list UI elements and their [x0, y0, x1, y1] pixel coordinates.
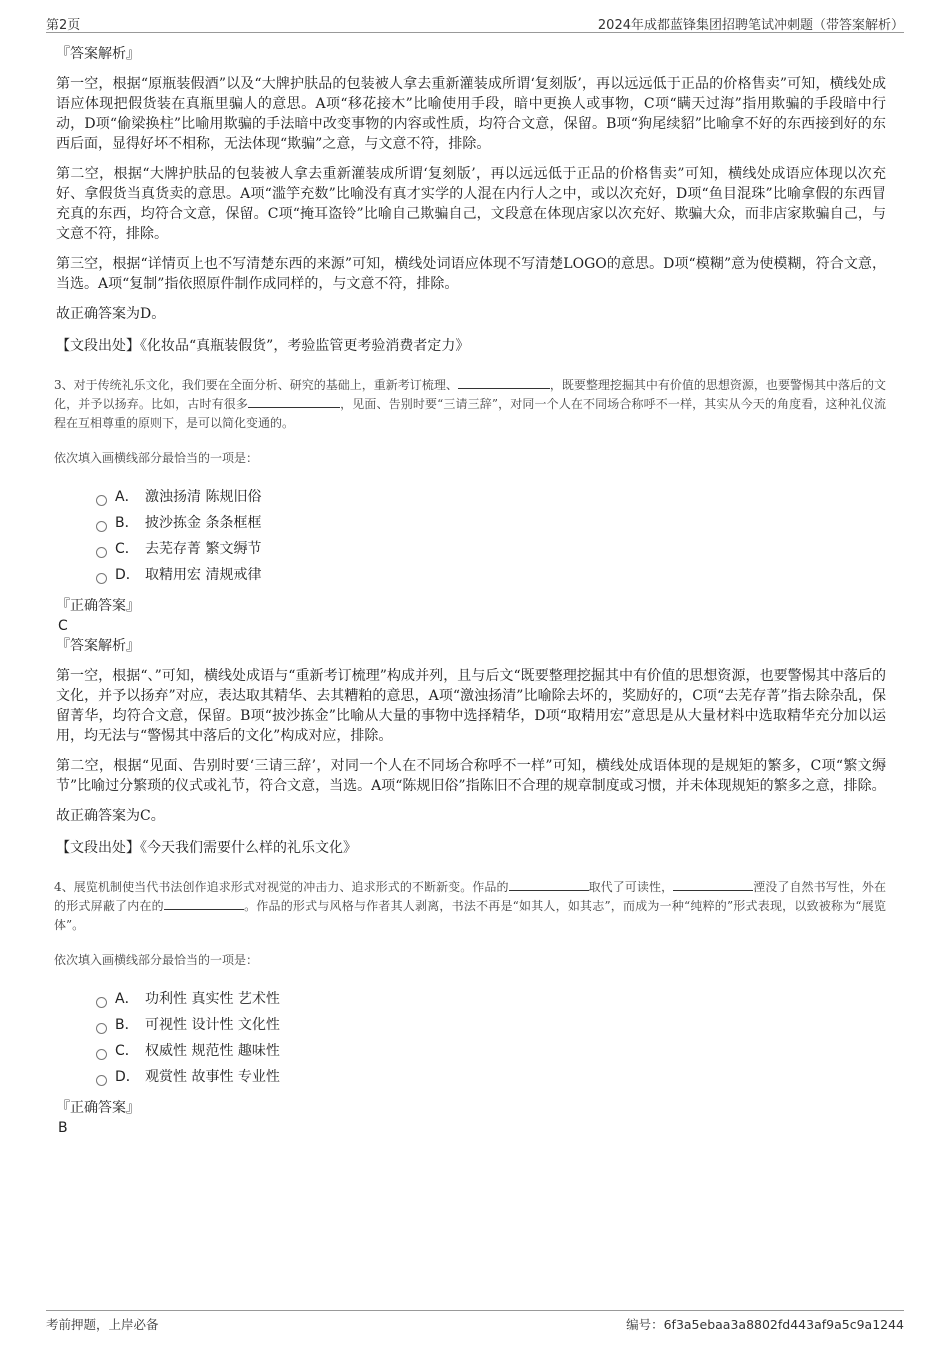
radio-icon[interactable] [96, 1075, 107, 1086]
page-content [46, 44, 896, 1138]
question-3-stem [54, 376, 886, 433]
correct-answer-tag: 『正确答案』 [56, 598, 140, 614]
question-prompt: 依次填入画横线部分最恰当的一项是： [54, 451, 259, 465]
analysis-paragraph: 第二空，根据“大牌护肤品的包装被人拿去重新灌装成所谓‘复刻版’，再以远远低于正品的价格售卖”可知，横线处成语应体现以次充好、拿假货当真货卖的意思。A项“滥竽充数”比喻没有真才实学的人混在内行人之中，或以次充好，D项“鱼目混珠”比喻拿假的东西冒充真的东西，均符合文意，保留。C项“掩耳盗铃”比喻自己欺骗自己，文段意在体现店家以次充好、欺骗大众，而非店家欺骗自己，与文意不符，排除。 [56, 166, 886, 242]
radio-icon[interactable] [96, 997, 107, 1008]
radio-icon[interactable] [96, 573, 107, 584]
fill-blank [509, 878, 589, 891]
stem-text: ，见面、告别时要“三请三辞”，对同一个人在不同场合称呼不一样，其实从今天的角度看，这种礼仪流程在互相尊重的原则下，是可以简化变通的。 [54, 397, 886, 430]
footer-slogan: 考前押题，上岸必备 [46, 1317, 159, 1332]
source-citation: 【文段出处】《化妆品“真瓶装假货”，考验监管更考验消费者定力》 [56, 338, 470, 354]
question-prompt: 依次填入画横线部分最恰当的一项是： [54, 953, 259, 967]
question-4-stem [54, 878, 886, 935]
option-d[interactable]: D． 观赏性 故事性 专业性 [96, 1064, 896, 1090]
options-list [96, 484, 896, 588]
stem-text: ，既要整理挖掘其中有价值的思想资源，也要警惕其中落后的文化，并予以扬弃。比如，古时有很多 [54, 378, 886, 411]
option-d[interactable]: D． 取精用宏 清规戒律 [96, 562, 896, 588]
option-b[interactable]: B． 可视性 设计性 文化性 [96, 1012, 896, 1038]
page-number: 第2页 [46, 18, 81, 33]
stem-text: 3、对于传统礼乐文化，我们要在全面分析、研究的基础上，重新考订梳理、 [54, 378, 458, 392]
page-header [46, 12, 904, 33]
radio-icon[interactable] [96, 547, 107, 558]
stem-text: 4、展览机制使当代书法创作追求形式对视觉的冲击力、追求形式的不断新变。作品的 [54, 880, 509, 894]
correct-answer-tag: 『正确答案』 [56, 1100, 140, 1116]
fill-blank [248, 395, 340, 408]
radio-icon[interactable] [96, 521, 107, 532]
option-b[interactable]: B． 披沙拣金 条条框框 [96, 510, 896, 536]
correct-answer: C [58, 618, 68, 634]
analysis-paragraph: 第一空，根据“、”可知，横线处成语与“重新考订梳理”构成并列，且与后文“既要整理挖掘其中有价值的思想资源，也要警惕其中落后的文化，并予以扬弃”对应，表达取其精华、去其糟粕的意思，A项“激浊扬清”比喻除去坏的，奖励好的，C项“去芜存菁”指去除杂乱，保留菁华，均符合文意，保留。B项“披沙拣金”比喻从大量的事物中选择精华，D项“取精用宏”意思是从大量材料中选取精华充分加以运用，均无法与“警惕其中落后的文化”构成对应，排除。 [56, 668, 886, 744]
radio-icon[interactable] [96, 495, 107, 506]
page-footer [46, 1310, 904, 1332]
stem-text: 取代了可读性， [588, 880, 674, 894]
correct-answer: B [58, 1120, 68, 1136]
analysis-tag: 『答案解析』 [56, 46, 140, 62]
analysis-paragraph: 第一空，根据“原瓶装假酒”以及“大牌护肤品的包装被人拿去重新灌装成所谓‘复刻版’，再以远远低于正品的价格售卖”可知，横线处成语应体现把假货装在真瓶里骗人的意思。A项“移花接木”比喻使用手段，暗中更换人或事物，C项“瞒天过海”指用欺骗的手段暗中行动，D项“偷梁换柱”比喻用欺骗的手法暗中改变事物的内容或性质，均符合文意，保留。B项“狗尾续貂”比喻拿不好的东西接到好的东西后面，显得好坏不相称，无法体现“欺骗”之意，与文意不符，排除。 [56, 76, 886, 152]
conclusion: 故正确答案为C。 [56, 808, 165, 824]
document-id: 编号：6f3a5ebaa3a8802fd443af9a5c9a1244 [626, 1317, 904, 1332]
analysis-tag: 『答案解析』 [56, 638, 140, 654]
fill-blank [458, 376, 550, 389]
option-a[interactable]: A． 激浊扬清 陈规旧俗 [96, 484, 896, 510]
analysis-paragraph: 第二空，根据“见面、告别时要‘三请三辞’，对同一个人在不同场合称呼不一样”可知，横线处成语体现的是规矩的繁多，C项“繁文缛节”比喻过分繁琐的仪式或礼节，符合文意，当选。A项“陈规旧俗”指陈旧不合理的规章制度或习惯，并未体现规矩的繁多之意，排除。 [56, 758, 886, 794]
radio-icon[interactable] [96, 1049, 107, 1060]
source-citation: 【文段出处】《今天我们需要什么样的礼乐文化》 [56, 840, 357, 856]
conclusion: 故正确答案为D。 [56, 306, 166, 322]
option-a[interactable]: A． 功利性 真实性 艺术性 [96, 986, 896, 1012]
fill-blank [673, 878, 753, 891]
option-c[interactable]: C． 去芜存菁 繁文缛节 [96, 536, 896, 562]
fill-blank [164, 897, 244, 910]
option-c[interactable]: C． 权威性 规范性 趣味性 [96, 1038, 896, 1064]
document-title: 2024年成都蓝锋集团招聘笔试冲刺题（带答案解析） [597, 18, 904, 33]
stem-text: 。作品的形式与风格与作者其人剥离，书法不再是“如其人，如其志”，而成为一种“纯粹的”形式表现，以致被称为“展览体”。 [54, 899, 886, 932]
analysis-paragraph: 第三空，根据“详情页上也不写清楚东西的来源”可知，横线处词语应体现不写清楚LOGO的意思。D项“模糊”意为使模糊，符合文意，当选。A项“复制”指依照原件制作成同样的，与文意不符，排除。 [56, 256, 886, 292]
radio-icon[interactable] [96, 1023, 107, 1034]
stem-text: 湮没了自然书写性，外在的形式屏蔽了内在的 [54, 880, 886, 913]
options-list [96, 986, 896, 1090]
